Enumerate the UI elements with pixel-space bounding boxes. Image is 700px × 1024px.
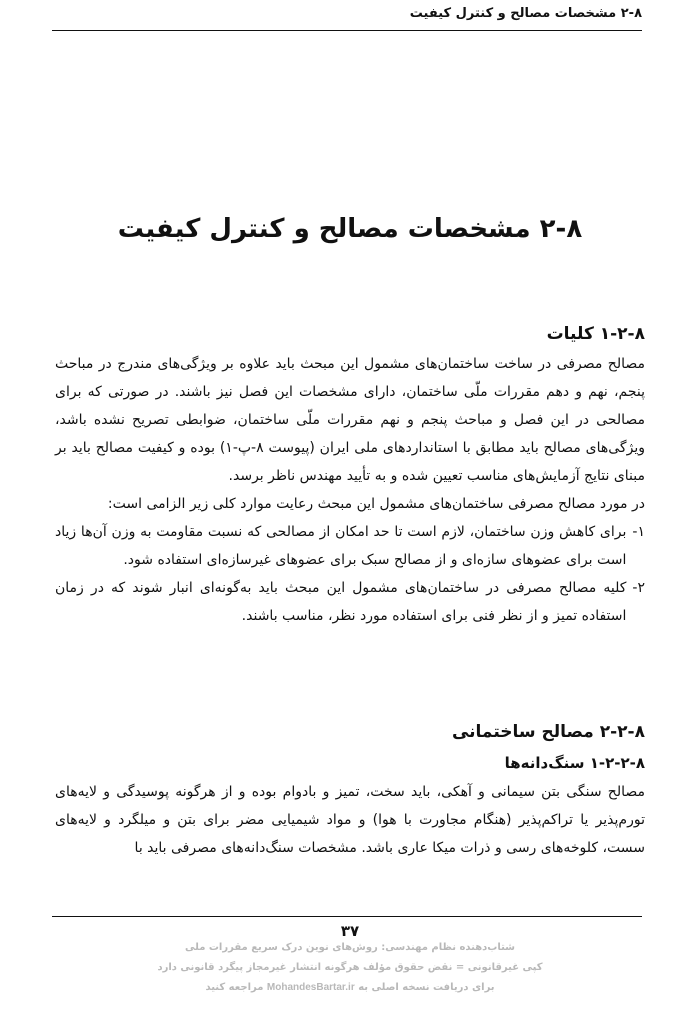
list-item-text: برای کاهش وزن ساختمان، لازم است تا حد امکان از مصالحی که نسبت مقاومت به وزن آن‌ها زیاد است برای عضوهای سازه‌ای و از مصالح سبک برای عضوهای غیرسازه‌ای استفاده شود. [55, 524, 627, 568]
chapter-title: ۲-۸ مشخصات مصالح و کنترل کیفیت [117, 214, 583, 244]
header-rule [52, 30, 642, 31]
list-item-number: ۲- [632, 580, 645, 596]
section-heading-materials: ۲-۲-۸ مصالح ساختمانی [451, 722, 645, 742]
section-heading-general: ۱-۲-۸ کلیات [546, 324, 645, 344]
list-item [55, 574, 645, 630]
watermark-text: برای دریافت نسخه اصلی به [358, 982, 495, 993]
subsection-heading-aggregates: ۱-۲-۲-۸ سنگ‌دانه‌ها [504, 754, 645, 772]
paragraph-general-2: در مورد مصالح مصرفی ساختمان‌های مشمول این مبحث رعایت موارد کلی زیر الزامی است: [107, 496, 645, 512]
watermark-line [0, 978, 700, 998]
footer-rule [52, 916, 642, 917]
section-general [55, 318, 645, 630]
list-item-text: کلیه مصالح مصرفی در ساختمان‌های مشمول این مبحث باید به‌گونه‌ای انبار شوند که در زمان استفاده تمیز و از نظر فنی برای استفاده مورد نظر، مناسب باشند. [55, 580, 627, 624]
watermark-link: MohandesBartar.ir [266, 982, 355, 993]
list-item-number: ۱- [632, 524, 645, 540]
section-materials [55, 716, 645, 862]
page-number: ۳۷ [340, 922, 360, 940]
watermark-line: شتاب‌دهنده نظام مهندسی: روش‌های نوین درک سریع مقررات ملی [185, 942, 515, 953]
paragraph-general-1: مصالح مصرفی در ساخت ساختمان‌های مشمول این مبحث باید علاوه بر ویژگی‌های مندرج در مباحث پنجم، نهم و دهم مقررات ملّی ساختمان، دارای مشخصات این فصل نیز باشند. در صورتی که برای مصالحی در این فصل و مباحث پنجم و نهم مقررات ملّی ساختمان، ضوابطی تصریح نشده باشد، ویژگی‌های مصالح باید مطابق با استانداردهای ملی ایران (پیوست ۸-پ-۱) بوده و کیفیت مصالح باید بر مبنای نتایج آزمایش‌های مناسب تعیین شده و به تأیید مهندس ناظر برسد. [55, 356, 645, 484]
watermark-text: مراجعه کنید [205, 982, 264, 993]
watermark-line: کپی غیرقانونی = نقض حقوق مؤلف هرگونه انتشار غیرمجاز پیگرد قانونی دارد [157, 962, 543, 973]
list-item [55, 518, 645, 574]
running-header: ۲-۸ مشخصات مصالح و کنترل کیفیت [409, 6, 642, 21]
watermark [0, 938, 700, 998]
paragraph-aggregates: مصالح سنگی بتن سیمانی و آهکی، باید سخت، تمیز و بادوام بوده و از هرگونه پوسیدگی و لایه‌های تورم‌پذیر یا تراکم‌پذیر (هنگام مجاورت با هوا) و مواد شیمیایی مضر برای بتن و میلگرد و لایه‌های سست، کلوخه‌های رسی و ذرات میکا عاری باشد. مشخصات سنگ‌دانه‌های مصرفی باید با [55, 784, 645, 856]
